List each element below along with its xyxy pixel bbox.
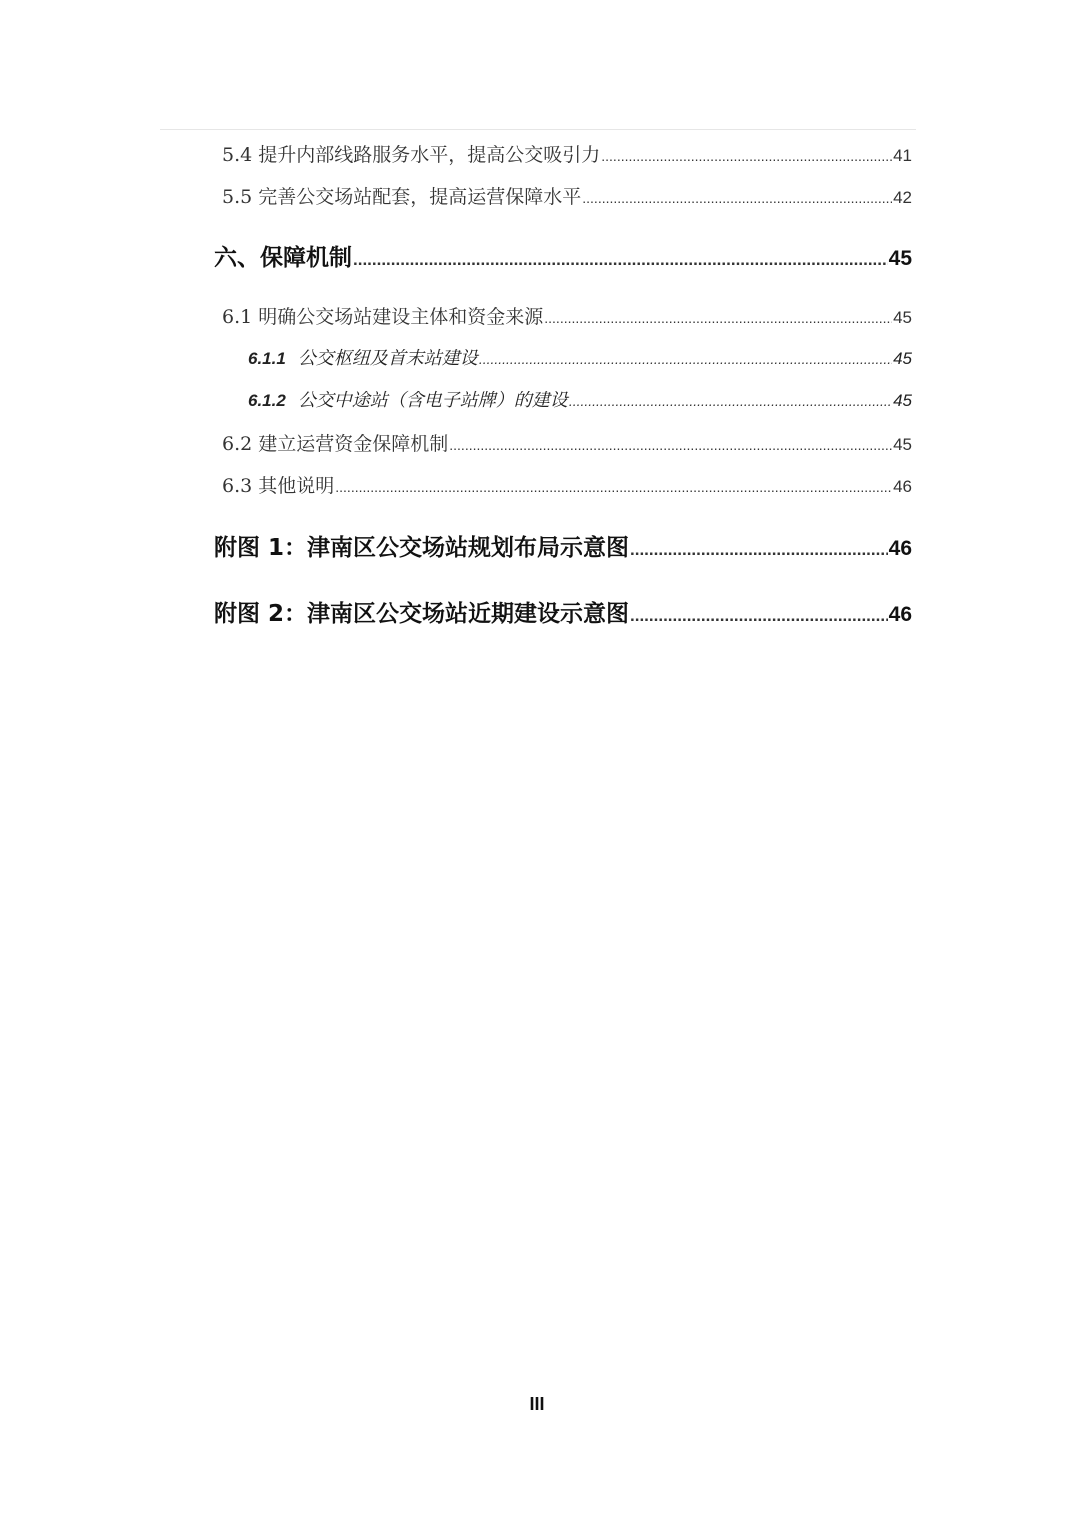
toc-entry-page: 45 [893,308,912,327]
dot-leader [630,540,888,560]
toc-entry-label: 公交枢纽及首末站建设 [297,348,478,369]
dot-leader [601,148,892,164]
toc-entry-6-1-1[interactable] [248,344,912,370]
toc-entry-label: 6.3 其他说明 [222,475,335,497]
toc-entry-page: 45 [893,435,912,454]
toc-entry-page: 42 [893,188,912,207]
toc-entry-label: 六、保障机制 [214,245,352,271]
toc-entry-5-4[interactable] [222,140,912,167]
toc-entry-number: 6.1.1 [248,349,286,368]
dot-leader [569,393,892,409]
dot-leader [449,437,892,453]
dot-leader [544,310,892,326]
toc-entry-label: 5.5 完善公交场站配套，提高运营保障水平 [222,186,582,208]
toc-entry-chapter-6[interactable] [214,239,912,272]
toc-entry-number: 6.1.2 [248,391,286,410]
toc-entry-page: 46 [893,477,912,496]
toc-entry-page: 45 [893,349,912,368]
dot-leader [353,250,888,270]
toc-entry-label: 公交中途站（含电子站牌）的建设 [297,390,568,411]
toc-entry-6-2[interactable] [222,429,912,456]
toc-entry-label: 5.4 提升内部线路服务水平，提高公交吸引力 [222,144,601,166]
toc-entry-5-5[interactable] [222,182,912,209]
toc-entry-page: 46 [888,537,912,560]
toc-entry-appendix-2[interactable] [214,595,912,628]
dot-leader [582,190,892,206]
toc-entry-6-3[interactable] [222,471,912,498]
toc-entry-label: 附图 1：津南区公交场站规划布局示意图 [214,535,630,561]
dot-leader [479,351,892,367]
page-number: III [529,1394,545,1414]
dot-leader [630,606,888,626]
toc-entry-page: 46 [888,603,912,626]
toc-entry-6-1-2[interactable] [248,386,912,412]
dot-leader [335,479,892,495]
toc-entry-label: 6.2 建立运营资金保障机制 [222,433,449,455]
toc-entry-label: 6.1 明确公交场站建设主体和资金来源 [222,306,544,328]
toc-entry-label: 附图 2：津南区公交场站近期建设示意图 [214,601,630,627]
toc-entry-page: 41 [893,146,912,165]
toc-entry-appendix-1[interactable] [214,529,912,562]
toc-entry-page: 45 [888,247,912,270]
toc-entry-6-1[interactable] [222,302,912,329]
toc-entry-page: 45 [893,391,912,410]
